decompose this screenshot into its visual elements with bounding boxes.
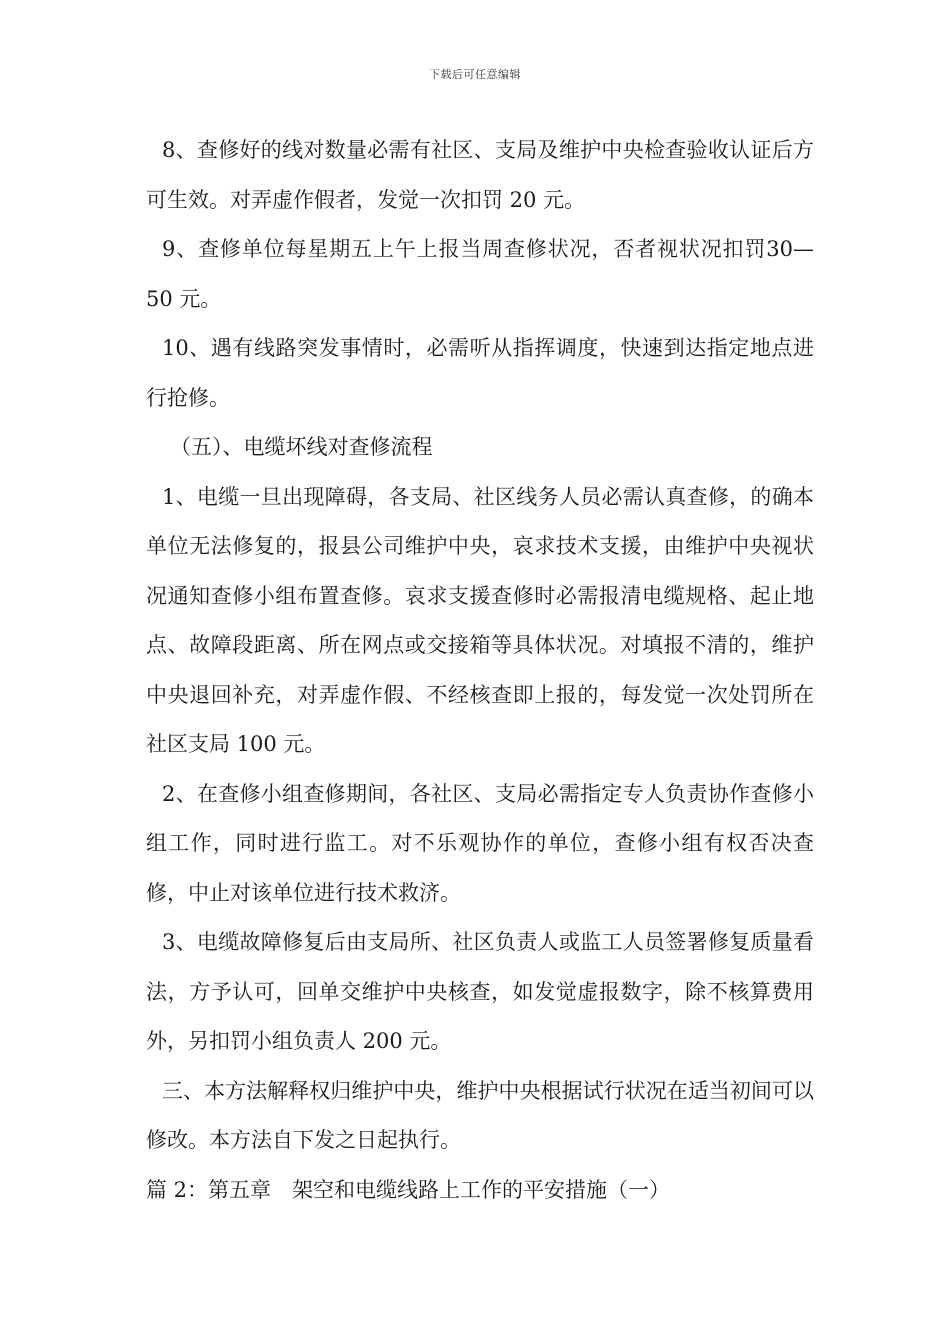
paragraph-item-9: 9、查修单位每星期五上午上报当周查修状况，否者视状况扣罚30—50 元。 (146, 237, 814, 311)
chapter-title: 篇 2：第五章 架空和电缆线路上工作的平安措施（一） (146, 1177, 671, 1202)
paragraph-section-3: 三、本方法解释权归维护中央，维护中央根据试行状况在适当初间可以修改。本方法自下发之日起执行。 (146, 1078, 814, 1152)
paragraph-step-2: 2、在查修小组查修期间，各社区、支局必需指定专人负责协作查修小组工作，同时进行监工。对不乐观协作的单位，查修小组有权否决查修，中止对该单位进行技术救济。 (146, 781, 814, 905)
paragraph-item-8: 8、查修好的线对数量必需有社区、支局及维护中央检查验收认证后方可生效。对弄虚作假者，发觉一次扣罚 20 元。 (146, 138, 814, 212)
document-body (146, 126, 814, 1215)
paragraph-item-10: 10、遇有线路突发事情时，必需听从指挥调度，快速到达指定地点进行抢修。 (146, 336, 814, 410)
paragraph-step-1: 1、电缆一旦出现障碍，各支局、社区线务人员必需认真查修，的确本单位无法修复的，报县公司维护中央，哀求技术支援，由维护中央视状况通知查修小组布置查修。哀求支援查修时必需报清电缆规格、起止地点、故障段距离、所在网点或交接箱等具体状况。对填报不清的，维护中央退回补充，对弄虚作假、不经核查即上报的，每发觉一次处罚所在社区支局 100 元。 (146, 484, 814, 756)
paragraph-step-3: 3、电缆故障修复后由支局所、社区负责人或监工人员签署修复质量看法，方予认可，回单交维护中央核查，如发觉虚报数字，除不核算费用外，另扣罚小组负责人 200 元。 (146, 930, 814, 1053)
section-heading: （五）、电缆坏线对查修流程 (170, 435, 433, 459)
page-header: 下载后可任意编辑 (429, 68, 521, 81)
